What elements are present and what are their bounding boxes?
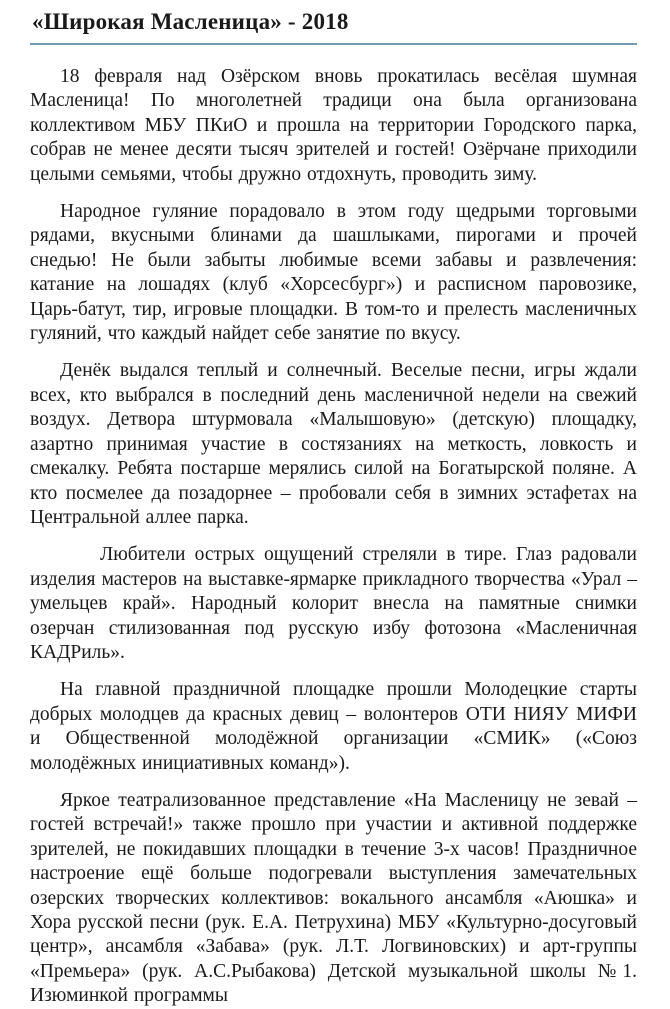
paragraph: Денёк выдался теплый и солнечный. Веселые песни, игры ждали всех, кто выбрался в последний день масленичной недели на свежий воздух. Детвора штурмовала «Малышовую» (детскую) площадку, азартно принимая участие в состязаниях на меткость, ловкость и смекалку. Ребята постарше мерялись силой на Богатырской поляне. А кто посмелее да позадорнее – пробовали себя в зимних эстафетах на Центральной аллее парка. [30, 360, 637, 528]
paragraph: 18 февраля над Озёрском вновь прокатилась весёлая шумная Масленица! По многолетней традици она была организована коллективом МБУ ПКиО и прошла на территории Городского парка, собрав не менее десяти тысяч зрителей и гостей! Озёрчане приходили целыми семьями, чтобы дружно отдохнуть, проводить зиму. [30, 66, 637, 185]
paragraph: Любители острых ощущений стреляли в тире. Глаз радовали изделия мастеров на выставке-ярмарке прикладного творчества «Урал – умельцев край». Народный колорит внесла на памятные снимки озерчан стилизованная под русскую избу фотозона «Масленичная КАДРиль». [30, 544, 637, 663]
article-body [30, 65, 637, 1009]
paragraph: Яркое театрализованное представление «На Масленицу не зевай – гостей встречай!» также прошло при участии и активной поддержке зрителей, не покидавших площадки в течение 3-х часов! Праздничное настроение ещё больше подогревали выступления замечательных озерских творческих коллективов: вокального ансамбля «Аюшка» и Хора русской песни (рук. Е.А. Петрухина) МБУ «Культурно-досуговый центр», ансамбля «Забава» (рук. Л.Т. Логвиновских) и арт-группы «Премьера» (рук. А.С.Рыбакова) Детской музыкальной школы №1. Изюминкой программы [30, 789, 637, 1007]
page-title: «Широкая Масленица» - 2018 [30, 9, 637, 45]
paragraph: Народное гуляние порадовало в этом году щедрыми торговыми рядами, вкусными блинами да шашлыками, пирогами и прочей снедью! Не были забыты любимые всеми забавы и развлечения: катание на лошадях (клуб «Хорсесбург») и расписном паровозике, Царь-батут, тир, игровые площадки. В том-то и прелесть масленичных гуляний, что каждый найдет себе занятие по вкусу. [30, 201, 637, 345]
paragraph: На главной праздничной площадке прошли Молодецкие старты добрых молодцев да красных девиц – волонтеров ОТИ НИЯУ МИФИ и Общественной молодёжной организации «СМИК» («Союз молодёжных инициативных команд»). [30, 679, 637, 774]
